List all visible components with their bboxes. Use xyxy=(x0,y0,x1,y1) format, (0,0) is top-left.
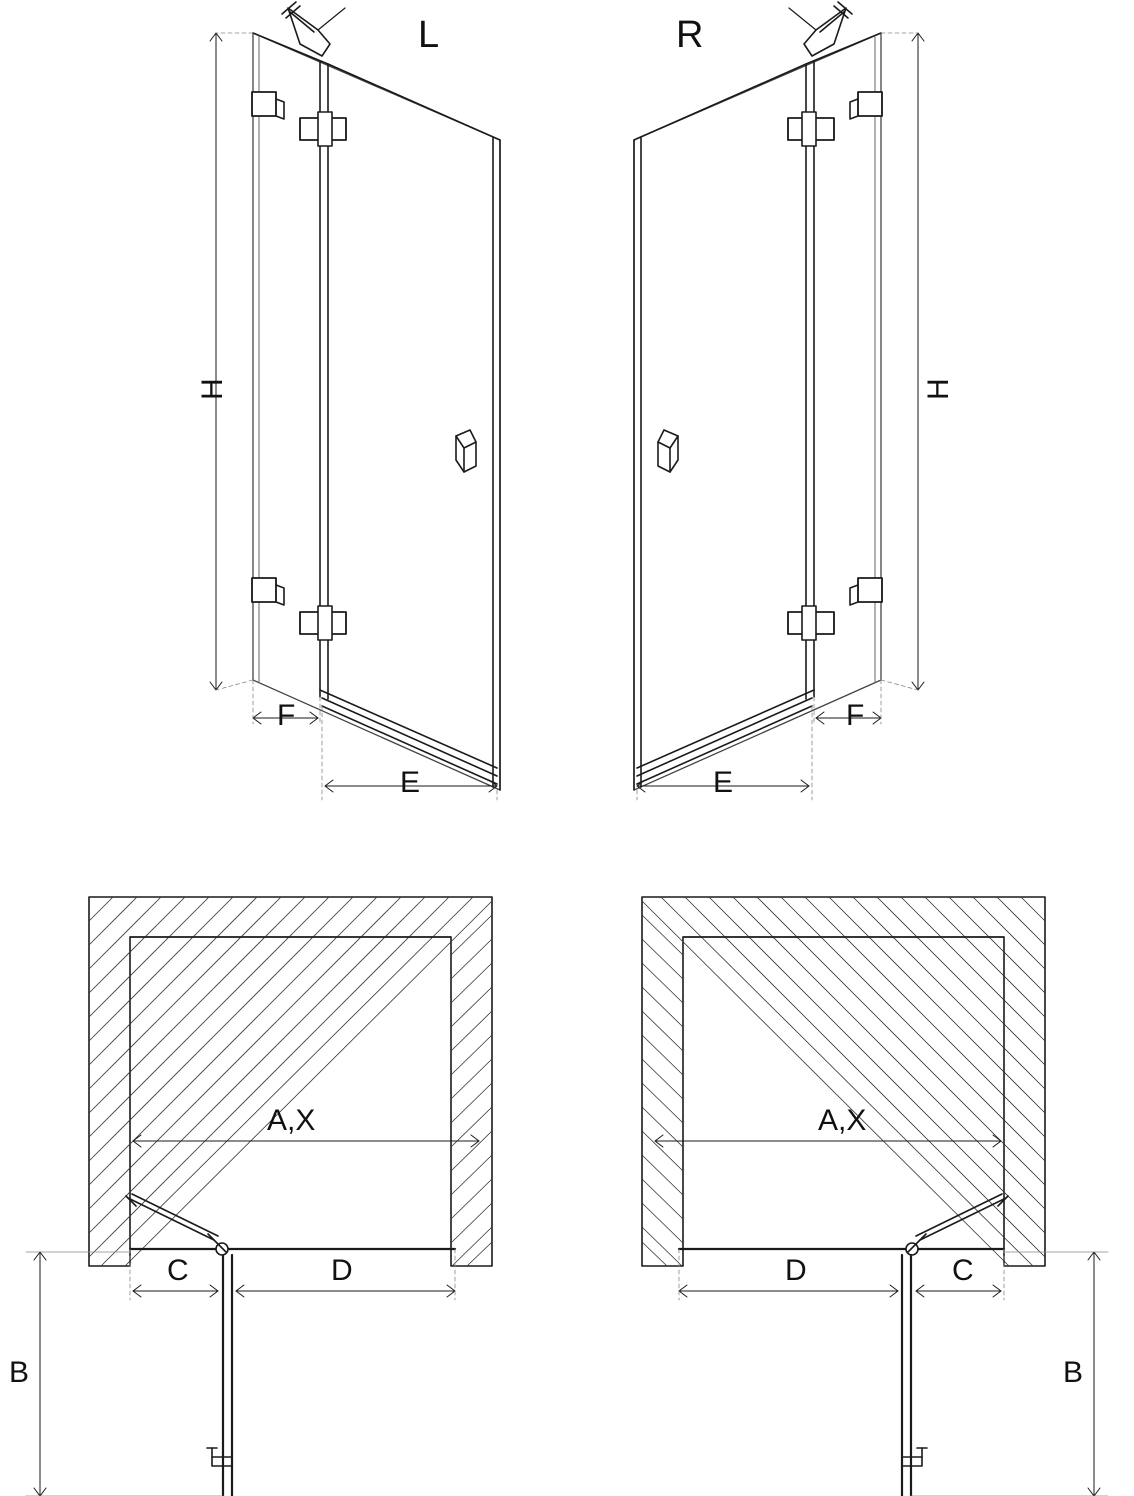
dimension-c-right: C xyxy=(952,1254,974,1287)
plan-left xyxy=(26,897,492,1496)
dimension-b-left: B xyxy=(9,1356,30,1389)
dimension-d-left: D xyxy=(331,1254,353,1287)
dimension-h-left: H xyxy=(196,378,229,400)
dimension-d-right: D xyxy=(785,1254,807,1287)
elevation-right xyxy=(634,2,924,800)
dimension-e-left: E xyxy=(400,766,421,799)
dimension-b-right: B xyxy=(1063,1356,1084,1389)
dimension-e-right: E xyxy=(713,766,734,799)
dimension-f-left: F xyxy=(277,699,296,732)
elevation-left xyxy=(210,2,500,800)
variant-label-left: L xyxy=(418,14,440,56)
dimension-ax-left: A,X xyxy=(267,1104,316,1137)
variant-label-right: R xyxy=(676,14,704,56)
dimension-f-right: F xyxy=(846,699,865,732)
dimension-h-right: H xyxy=(922,378,955,400)
dimension-ax-right: A,X xyxy=(818,1104,867,1137)
plan-right xyxy=(642,897,1108,1496)
dimension-c-left: C xyxy=(167,1254,189,1287)
